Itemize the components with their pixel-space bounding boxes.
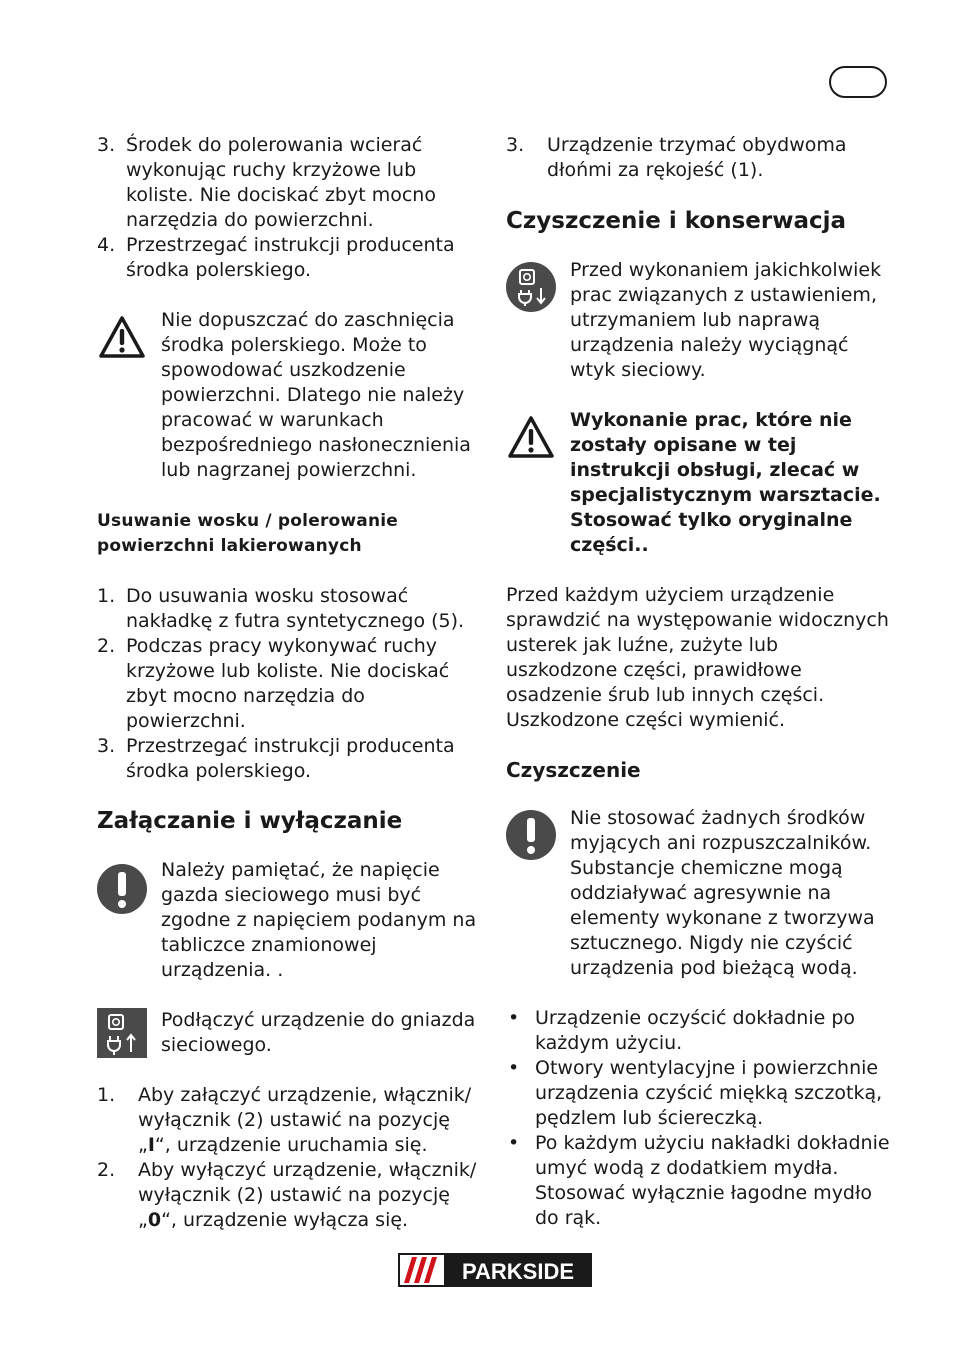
voltage-note: Należy pamiętać, że napięcie gazda sieciowego musi być zgodne z napięciem podanym na tabliczce znamionowej urządzenia. . [97,858,482,983]
unplug-icon [506,262,556,312]
polish-steps-list [97,133,482,283]
language-badge [829,66,887,98]
list-item: • Otwory wentylacyjne i powierzchnie urządzenia czyścić miękką szczotką, pędzlem lub ściereczką. [508,1057,883,1129]
exclamation-icon [97,864,147,914]
grip-step-list [506,133,890,183]
bullet-icon: • [508,1132,520,1154]
left-column [97,133,482,1233]
chemicals-note: Nie stosować żadnych środków myjących ani rozpuszczalników. Substancje chemiczne mogą oddziaływać agresywnie na elementy wykonane z tworzywa sztucznego. Nigdy nie czyścić urządzenia pod bieżącą wodą. [506,806,890,981]
parkside-logo [398,1253,592,1287]
list-item: 2. Aby wyłączyć urządzenie, włącznik/ wyłącznik (2) ustawić na pozycję „0“, urządzenie wyłącza się. [97,1159,477,1231]
list-item: 1. Aby załączyć urządzenie, włącznik/ wyłącznik (2) ustawić na pozycję „I“, urządzenie uruchamia się. [97,1084,472,1156]
cleaning-heading: Czyszczenie [506,758,641,782]
list-item: 3. Przestrzegać instrukcji producenta środka polerskiego. [97,735,455,782]
unplug-note: Przed wykonaniem jakichkolwiek prac związanych z ustawieniem, utrzymaniem lub naprawą urządzenia należy wyciągnąć wtyk sieciowy. [506,258,890,383]
exclamation-icon [506,810,556,860]
warning-note: Nie dopuszczać do zaschnięcia środka polerskiego. Może to spowodować uszkodzenie powierzchni. Dlatego nie należy pracować w warunkach bezpośredniego nasłonecznienia lub nagrzanej powierzchni. [97,308,482,483]
warning-triangle-icon [506,412,556,462]
switch-steps-list [97,1083,482,1233]
wax-removal-heading: Usuwanie wosku / polerowanie powierzchni lakierowanych [97,511,399,556]
plug-in-icon [97,1008,147,1058]
list-item: 3. Środek do polerowania wcierać wykonując ruchy krzyżowe lub koliste. Nie dociskać zbyt mocno narzędzia do powierzchni. [97,134,436,231]
list-item: 2. Podczas pracy wykonywać ruchy krzyżowe lub koliste. Nie dociskać zbyt mocno narzędzia do powierzchni. [97,635,450,732]
logo-text: PARKSIDE [461,1259,575,1284]
wax-steps-list [97,584,482,784]
cleaning-maintenance-heading: Czyszczenie i konserwacja [506,208,847,234]
cleaning-bullets-list [506,1006,890,1231]
inspection-paragraph: Przed każdym użyciem urządzenie sprawdzić na występowanie widocznych usterek jak luźne, zużyte lub uszkodzone części, prawidłowe osadzenie śrub lub innych części. Uszkodzone części wymienić. [506,584,889,731]
bullet-icon: • [508,1057,520,1079]
list-item: • Po każdym użyciu nakładki dokładnie umyć wodą z dodatkiem mydła. Stosować wyłącznie łagodne mydło do rąk. [508,1132,890,1229]
warning-triangle-icon [97,312,147,362]
list-item: 1. Do usuwania wosku stosować nakładkę z futra syntetycznego (5). [97,585,465,632]
list-item: 4. Przestrzegać instrukcji producenta środka polerskiego. [97,234,455,281]
switch-on-off-heading: Załączanie i wyłączanie [97,808,403,834]
list-item: 3. Urządzenie trzymać obydwoma dłońmi za rękojeść (1). [506,134,847,181]
list-item: • Urządzenie oczyścić dokładnie po każdym użyciu. [508,1007,856,1054]
plug-in-note: Podłączyć urządzenie do gniazda sieciowego. [97,1008,482,1058]
workshop-note: Wykonanie prac, które nie zostały opisane w tej instrukcji obsługi, zlecać w specjalistycznym warsztacie. Stosować tylko oryginalne części.. [506,408,890,558]
bullet-icon: • [508,1007,520,1029]
right-column [506,133,890,1231]
